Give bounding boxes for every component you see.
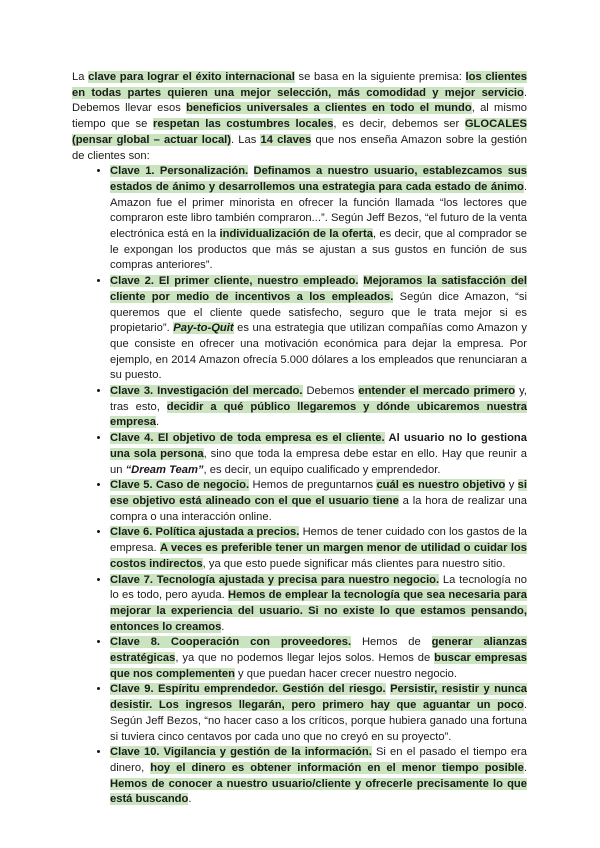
clave-highlight: si ese objetivo está alineado con el que el usuario tiene <box>110 479 528 507</box>
intro-text: , es decir, debemos ser <box>333 118 465 131</box>
clave-highlight: Pay-to-Quit <box>173 322 234 335</box>
intro-highlight: respetan las costumbres locales <box>152 118 334 131</box>
clave-highlight: decidir a qué público llegaremos y dónde ubicaremos nuestra empresa <box>110 400 527 429</box>
clave-emphasis: “Dream Team” <box>125 463 204 476</box>
intro-text: La <box>72 71 89 83</box>
intro-text: , al mismo tiempo que se <box>72 102 527 131</box>
clave-highlight: individualización de la oferta <box>219 228 373 241</box>
clave-highlight: Hemos de emplear la tecnología que sea necesaria para mejorar la experiencia del usuario. Si no existe lo que estamos pensando, entonces lo creamos <box>110 589 527 633</box>
intro-paragraph <box>72 70 527 164</box>
intro-highlight: los clientes en todas partes quieren una mejor selección, más comodidad y mejor servicio <box>72 71 527 99</box>
clave-text: . Según Jeff Bezos, “no hacer caso a los críticos, porque hubiera ganado una fortuna si tuviera cinco centavos por cada uno que no creyó en su proyecto”. <box>110 699 527 743</box>
clave-title: Clave 4. El objetivo de toda empresa es el cliente. <box>110 432 385 445</box>
clave-highlight: hoy el dinero es obtener información en el menor tiempo posible <box>150 761 524 774</box>
clave-8-item <box>110 635 527 682</box>
intro-highlight: beneficios universales a clientes en todo el mundo <box>186 102 472 115</box>
clave-text: . <box>221 620 225 633</box>
clave-highlight: Hemos de conocer a nuestro usuario/cliente y ofrecerle precisamente lo que está buscando <box>110 777 527 806</box>
clave-text: Hemos de <box>351 636 432 649</box>
clave-text: y, tras esto, <box>110 385 527 413</box>
clave-text: Hemos de tener cuidado con los gastos de la empresa. <box>110 526 528 555</box>
clave-highlight: Mejoramos la satisfacción del cliente por medio de incentivos a los empleados. <box>110 275 527 303</box>
clave-text: Hemos de preguntarnos <box>249 479 377 492</box>
clave-text: Si en el pasado el tiempo era dinero, <box>110 746 527 774</box>
clave-text: . <box>188 793 192 806</box>
clave-text: Al usuario no lo gestiona <box>384 432 527 445</box>
clave-highlight: buscar empresas que nos complementen <box>110 652 527 680</box>
intro-text: . Debemos llevar esos <box>72 86 527 115</box>
clave-text: . <box>156 416 160 429</box>
clave-highlight: generar alianzas estratégicas <box>110 636 527 665</box>
intro-text: que nos enseña Amazon sobre la gestión de clientes son: <box>72 133 527 162</box>
clave-title: Clave 7. Tecnología ajustada y precisa para nuestro negocio. <box>110 573 440 586</box>
claves-list <box>72 164 527 808</box>
clave-2-item <box>110 274 527 384</box>
clave-3-item <box>110 384 527 431</box>
clave-title: Clave 2. El primer cliente, nuestro empleado. <box>110 275 359 288</box>
clave-text: Según dice Amazon, “si queremos que el cliente quede satisfecho, seguro que le trata mejor si es propietario”. <box>110 290 527 335</box>
intro-text: . Las <box>231 133 261 146</box>
clave-text: y <box>505 479 518 492</box>
clave-7-item <box>110 573 527 636</box>
clave-10-item <box>110 745 527 808</box>
clave-title: Clave 9. Espíritu emprendedor. Gestión del riesgo. <box>110 683 386 696</box>
clave-text: , ya que no podemos llegar lejos solos. Hemos de <box>175 652 435 665</box>
clave-1-item <box>110 164 527 274</box>
clave-6-item <box>110 525 527 572</box>
intro-highlight: 14 claves <box>260 133 312 146</box>
intro-text: se basa en la siguiente premisa: <box>294 71 466 83</box>
clave-9-item <box>110 682 527 745</box>
clave-highlight: Persistir, resistir y nunca desistir. Los ingresos llegarán, pero primero hay que aguantar un poco <box>110 683 528 712</box>
clave-highlight: A veces es preferible tener un margen menor de utilidad o cuidar los costos indirectos <box>110 542 527 570</box>
clave-text: , es decir, que al comprador se le expongan los productos que más se ajustan a sus gustos en función de sus compras anteriores”. <box>110 228 527 272</box>
clave-text: y que puedan hacer crecer nuestro negocio. <box>234 667 457 680</box>
clave-text: , ya que esto puede significar más clientes para nuestro sitio. <box>202 557 506 570</box>
document-page <box>72 70 527 808</box>
intro-highlight: GLOCALES (pensar global – actuar local) <box>72 118 527 146</box>
clave-text: La tecnología no lo es todo, pero ayuda. <box>110 573 527 602</box>
intro-highlight: clave para lograr el éxito internacional <box>88 71 295 83</box>
clave-text <box>248 165 253 177</box>
clave-title: Clave 1. Personalización. <box>110 165 249 178</box>
clave-highlight: Definamos a nuestro usuario, establezcamos sus estados de ánimo y desarrollemos una estrategia para cada estado de ánimo <box>110 165 528 193</box>
clave-highlight: una sola persona <box>110 447 204 460</box>
clave-4-item <box>110 431 527 478</box>
clave-text: . Amazon fue el primer minorista en ofrecer la función llamada “los lectores que compraron este libro también compraron...”. Según Jeff Bezos, “el futuro de la venta electrónica está en la <box>110 180 527 241</box>
clave-highlight: cuál es nuestro objetivo <box>376 479 506 492</box>
clave-text: Debemos <box>302 385 359 398</box>
clave-title: Clave 6. Política ajustada a precios. <box>110 526 300 539</box>
clave-text: a la hora de realizar una compra o una interacción online. <box>110 494 527 523</box>
clave-text: . <box>523 761 527 774</box>
clave-highlight: entender el mercado primero <box>358 385 516 398</box>
clave-5-item <box>110 478 527 525</box>
clave-title: Clave 5. Caso de negocio. <box>110 479 250 492</box>
clave-title: Clave 10. Vigilancia y gestión de la información. <box>110 746 372 759</box>
clave-text: , sino que toda la empresa debe estar en ello. Hay que reunir a un <box>110 447 527 476</box>
clave-title: Clave 8. Cooperación con proveedores. <box>110 636 352 649</box>
clave-text: es una estrategia que utilizan compañías como Amazon y que consiste en ofrecer una motivación económica para dejar la empresa. Por ejemplo, en 2014 Amazon ofrecía 5.000 dólares a los empleados que renunciaran a su puesto. <box>110 322 527 382</box>
clave-title: Clave 3. Investigación del mercado. <box>110 385 303 398</box>
clave-text: , es decir, un equipo cualificado y emprendedor. <box>203 463 441 476</box>
